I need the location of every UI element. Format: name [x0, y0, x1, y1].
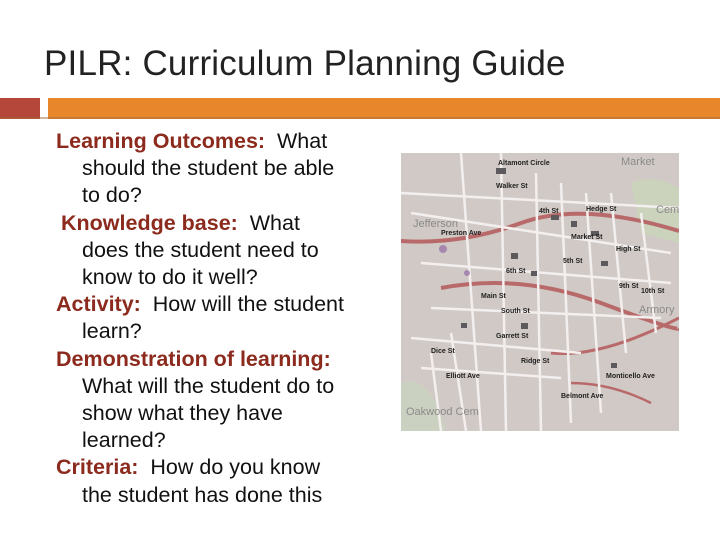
- item-text: How will the student: [140, 292, 344, 317]
- list-item-demonstration: [56, 346, 406, 455]
- list-item-criteria: [56, 454, 406, 508]
- item-text: What: [237, 210, 300, 235]
- item-text-continued: know to do it well?: [82, 265, 258, 290]
- list-item-activity: [56, 291, 406, 345]
- map-label-oakwood: Oakwood Cem: [406, 406, 479, 418]
- map-label-market-top: Market: [621, 156, 655, 168]
- term-label: Criteria:: [56, 455, 139, 480]
- map-label-jefferson: Jefferson: [413, 218, 459, 230]
- map-label-monticello: Monticello Ave: [606, 373, 655, 380]
- map-label-elliott: Elliott Ave: [446, 373, 480, 380]
- list-item-knowledge-base: [56, 210, 406, 292]
- item-text: How do you know: [138, 455, 321, 480]
- map-label-sixth: 6th St: [506, 268, 526, 275]
- accent-bar-right: [48, 98, 720, 119]
- map-label-tenth: 10th St: [641, 288, 665, 295]
- bullet-list: [56, 128, 406, 509]
- item-text: What: [265, 129, 328, 153]
- accent-bar-left: [0, 98, 40, 119]
- map-label-main: Main St: [481, 293, 506, 300]
- item-text-continued: learn?: [82, 319, 142, 344]
- item-text-continued: show what they have: [82, 401, 283, 426]
- map-label-cem: Cem: [656, 204, 679, 216]
- map-label-altamont: Altamont Circle: [498, 160, 550, 167]
- map-label-walker: Walker St: [496, 183, 528, 190]
- map-label-garrett: Garrett St: [496, 333, 529, 340]
- list-item-learning-outcomes: [56, 128, 406, 210]
- term-label: Demonstration of learning:: [56, 346, 331, 371]
- item-text-continued: the student has done this: [82, 482, 323, 507]
- map-label-dice: Dice St: [431, 348, 455, 355]
- map-label-fifth: 5th St: [563, 258, 583, 265]
- map-label-belmont: Belmont Ave: [561, 393, 604, 400]
- street-map-image: [401, 153, 679, 431]
- map-label-south: South St: [501, 308, 530, 315]
- accent-divider: [0, 117, 720, 119]
- term-label: Learning Outcomes:: [56, 129, 266, 153]
- map-label-high: High St: [616, 246, 641, 253]
- map-label-fourth: 4th St: [539, 208, 559, 215]
- map-label-ninth: 9th St: [619, 283, 639, 290]
- map-label-armory: Armory: [639, 304, 675, 316]
- slide-title: PILR: Curriculum Planning Guide: [44, 44, 566, 83]
- item-text-continued: does the student need to: [82, 237, 319, 262]
- item-text-continued: to do?: [82, 183, 142, 208]
- item-text-continued: What will the student do to: [82, 373, 335, 398]
- map-label-ridge: Ridge St: [521, 358, 550, 365]
- item-text-continued: should the student be able: [82, 156, 335, 181]
- item-text-continued: learned?: [82, 428, 166, 453]
- term-label: Knowledge base:: [61, 210, 238, 235]
- term-label: Activity:: [56, 292, 141, 317]
- map-label-preston: Preston Ave: [441, 230, 482, 237]
- map-label-market: Market St: [571, 234, 603, 241]
- map-label-hedge: Hedge St: [586, 206, 617, 213]
